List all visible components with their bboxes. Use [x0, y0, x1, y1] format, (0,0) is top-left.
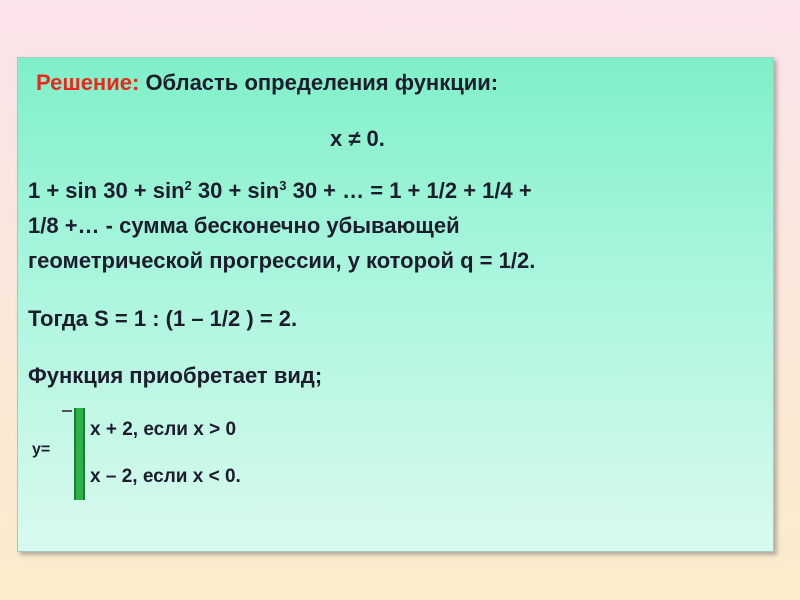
piecewise-lhs: y=: [32, 441, 51, 458]
bracket-tick: [62, 410, 72, 412]
function-line: Функция приобретает вид;: [28, 363, 323, 388]
domain-condition: x ≠ 0.: [330, 126, 385, 151]
slide-content-box: [17, 57, 774, 552]
solution-label: Решение:: [36, 70, 140, 95]
series-part-b: 30 + sin: [191, 178, 280, 203]
series-line-1: [28, 178, 532, 204]
series-part-c: 30 + … = 1 + 1/2 + 1/4 +: [286, 178, 532, 203]
series-line-2: 1/8 +… - сумма бесконечно убывающей: [28, 213, 460, 238]
heading-text: Область определения функции:: [145, 70, 499, 95]
series-exponent-3: 3: [279, 178, 287, 193]
series-part-a: 1 + sin 30 + sin: [28, 178, 185, 203]
heading-line: [36, 70, 498, 96]
series-line-3: геометрической прогрессии, у которой q = 1/2.: [28, 248, 536, 273]
sum-line: Тогда S = 1 : (1 – 1/2 ) = 2.: [28, 306, 298, 331]
piecewise-case-1: x + 2, если x > 0: [90, 419, 237, 440]
series-exponent-2: 2: [184, 178, 192, 193]
piecewise-case-2: x – 2, если x < 0.: [90, 466, 241, 487]
piecewise-bracket: [74, 408, 85, 500]
